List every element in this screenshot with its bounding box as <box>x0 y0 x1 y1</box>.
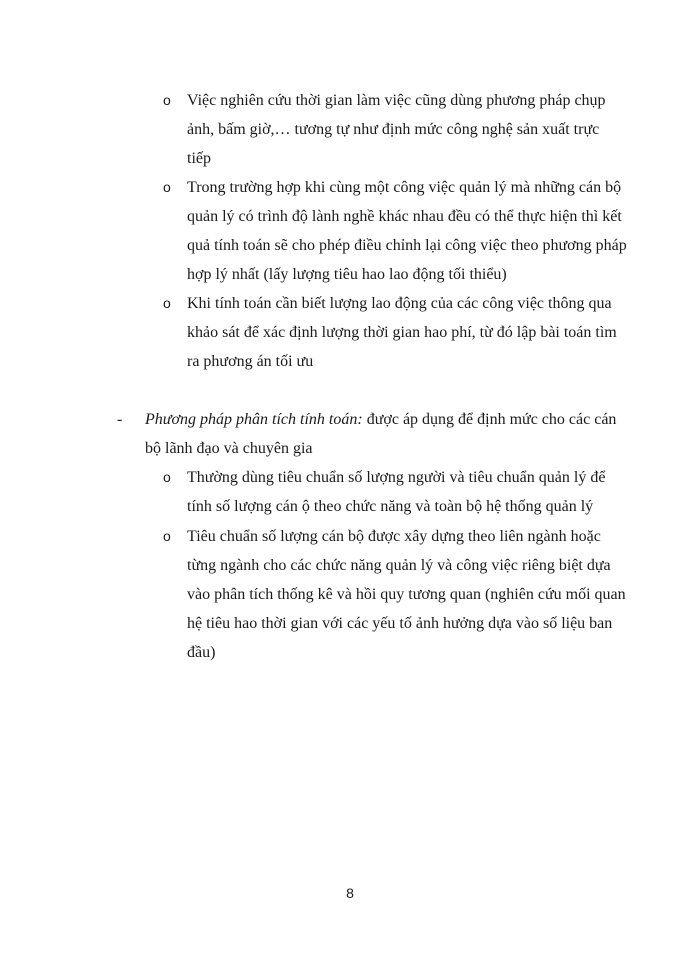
bullet-marker: o <box>163 528 171 544</box>
page-number: 8 <box>346 885 354 901</box>
list-item <box>163 173 627 289</box>
bullet-marker: o <box>163 179 171 195</box>
list-item-text: Tiêu chuẩn số lượng cán bộ được xây dựng theo liên ngành hoặc từng ngành cho các chức năng quản lý và công việc riêng biệt dựa vào phân tích thống kê và hồi quy tương quan (nghiên cứu mối quan hệ tiêu hao thời gian với các yếu tố ảnh hưởng dựa vào số liệu ban đầu) <box>187 528 626 661</box>
list-item-text: Việc nghiên cứu thời gian làm việc cũng dùng phương pháp chụp ảnh, bấm giờ,… tương tự như định mức công nghệ sản xuất trực tiếp <box>187 92 606 167</box>
list-item <box>163 86 627 173</box>
list-item-text: Trong trường hợp khi cùng một công việc quản lý mà những cán bộ quản lý có trình độ lành nghề khác nhau đều có thể thực hiện thì kết quả tính toán sẽ cho phép điều chỉnh lại công việc theo phương pháp hợp lý nhất (lấy lượng tiêu hao lao động tối thiểu) <box>187 179 627 283</box>
list-item-text: Thường dùng tiêu chuẩn số lượng người và tiêu chuẩn quản lý để tính số lượng cán ộ theo chức năng và toàn bộ hệ thống quản lý <box>187 469 606 515</box>
method-description: được áp dụng để định mức cho các cán bộ lãnh đạo và chuyên gia <box>145 411 617 457</box>
bullet-marker: o <box>163 295 171 311</box>
list-item <box>163 463 627 521</box>
bullet-marker: o <box>163 469 171 485</box>
list-item <box>163 289 627 376</box>
bullet-marker: o <box>163 92 171 108</box>
dash-marker: - <box>117 411 123 428</box>
method-title: Phương pháp phân tích tính toán: <box>145 411 363 428</box>
list-item <box>163 522 627 667</box>
method-paragraph <box>117 405 625 463</box>
list-item-text: Khi tính toán cần biết lượng lao động của các công việc thông qua khảo sát để xác định lượng thời gian hao phí, từ đó lập bài toán tìm ra phương án tối ưu <box>187 295 617 370</box>
